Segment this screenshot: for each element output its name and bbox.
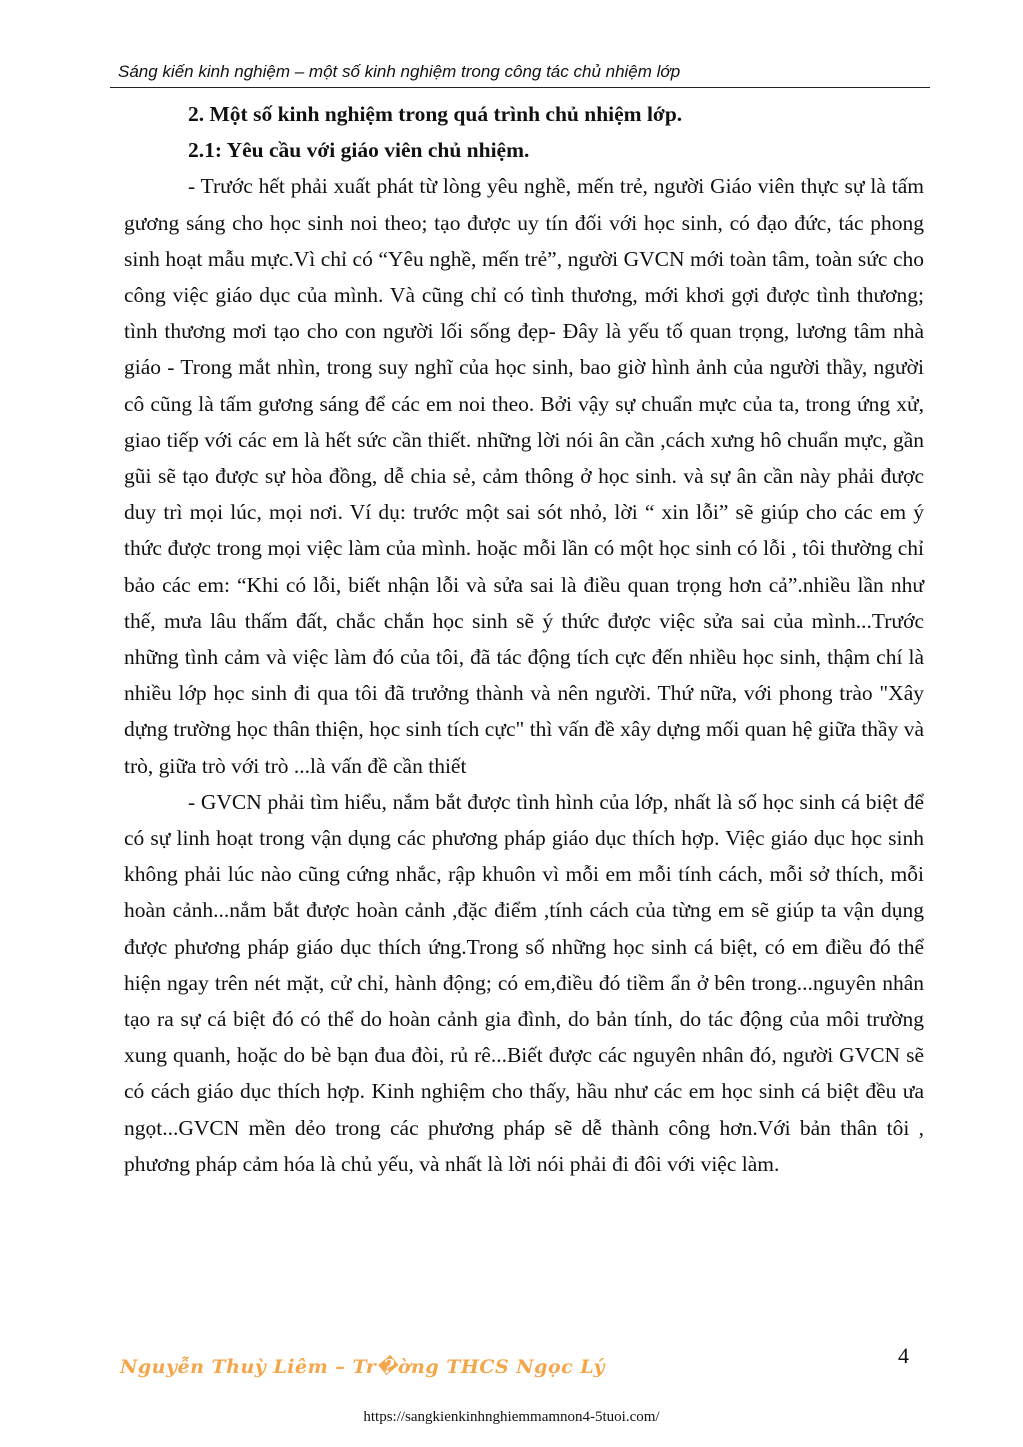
subsection-heading: 2.1: Yêu cầu với giáo viên chủ nhiệm.	[188, 138, 530, 163]
author-footer: Nguyễn Thuỳ Liêm – Tr�ờng THCS Ngọc Lý	[120, 1356, 606, 1378]
document-body	[124, 96, 924, 1182]
source-url: https://sangkienkinhnghiemmamnon4-5tuoi.com/	[363, 1409, 660, 1425]
paragraph: - Trước hết phải xuất phát từ lòng yêu nghề, mến trẻ, người Giáo viên thực sự là tấm gương sáng cho học sinh noi theo; tạo được uy tín đối với học sinh, có đạo đức, tác phong sinh hoạt mẫu mực.Vì chỉ có “Yêu nghề, mến trẻ”, người GVCN mới toàn tâm, toàn sức cho công việc giáo dục của mình. Và cũng chỉ có tình thương, mới khơi gợi được tình thương; tình thương mơi tạo cho con người lối sống đẹp- Đây là yếu tố quan trọng, lương tâm nhà giáo - Trong mắt nhìn, trong suy nghĩ của học sinh, bao giờ hình ảnh của người thầy, người cô cũng là tấm gương sáng để các em noi theo. Bởi vậy sự chuẩn mực của ta, trong ứng xử, giao tiếp với các em là hết sức cần thiết. những lời nói ân cần ,cách xưng hô chuẩn mực, gần gũi sẽ tạo được sự hòa đồng, dễ chia sẻ, cảm thông ở học sinh. và sự ân cần này phải được duy trì mọi lúc, mọi nơi. Ví dụ: trước một sai sót nhỏ, lời “ xin lỗi” sẽ giúp cho các em ý thức được trong mọi việc làm của mình. hoặc mỗi lần có một học sinh có lỗi , tôi thường chỉ bảo các em: “Khi có lỗi, biết nhận lỗi và sửa sai là điều quan trọng hơn cả”.nhiều lần như thế, mưa lâu thấm đất, chắc chắn học sinh sẽ ý thức được việc sửa sai của mình...Trước những tình cảm và việc làm đó của tôi, đã tác động tích cực đến nhiều học sinh, thậm chí là nhiều lớp học sinh đi qua tôi đã trưởng thành và nên người. Thứ nữa, với phong trào "Xây dựng trường học thân thiện, học sinh tích cực" thì vấn đề xây dựng mối quan hệ giữa thầy và trò, giữa trò với trò ...là vấn đề cần thiết	[124, 174, 924, 778]
paragraph: - GVCN phải tìm hiểu, nắm bắt được tình hình của lớp, nhất là số học sinh cá biệt để có sự linh hoạt trong vận dụng các phương pháp giáo dục thích hợp. Việc giáo dục học sinh không phải lúc nào cũng cứng nhắc, rập khuôn vì mỗi em mỗi tính cách, mỗi sở thích, mỗi hoàn cảnh...nắm bắt được hoàn cảnh ,đặc điểm ,tính cách của từng em sẽ giúp ta vận dụng được phương pháp giáo dục thích ứng.Trong số những học sinh cá biệt, có em điều đó thể hiện ngay trên nét mặt, cử chỉ, hành động; có em,điều đó tiềm ẩn ở bên trong...nguyên nhân tạo ra sự cá biệt đó có thể do hoàn cảnh gia đình, do bản tính, do tác động của môi trường xung quanh, hoặc do bè bạn đua đòi, rủ rê...Biết được các nguyên nhân đó, người GVCN sẽ có cách giáo dục thích hợp. Kinh nghiệm cho thấy, hầu như các em học sinh cá biệt đều ưa ngọt...GVCN mền dẻo trong các phương pháp sẽ dễ thành công hơn.Với bản thân tôi , phương pháp cảm hóa là chủ yếu, và nhất là lời nói phải đi đôi với việc làm.	[124, 789, 924, 1176]
page-number: 4	[898, 1343, 909, 1368]
running-header: Sáng kiến kinh nghiệm – một số kinh nghiệm trong công tác chủ nhiệm lớp	[118, 62, 681, 81]
section-heading: 2. Một số kinh nghiệm trong quá trình chủ nhiệm lớp.	[188, 102, 683, 126]
header-divider	[110, 87, 930, 88]
